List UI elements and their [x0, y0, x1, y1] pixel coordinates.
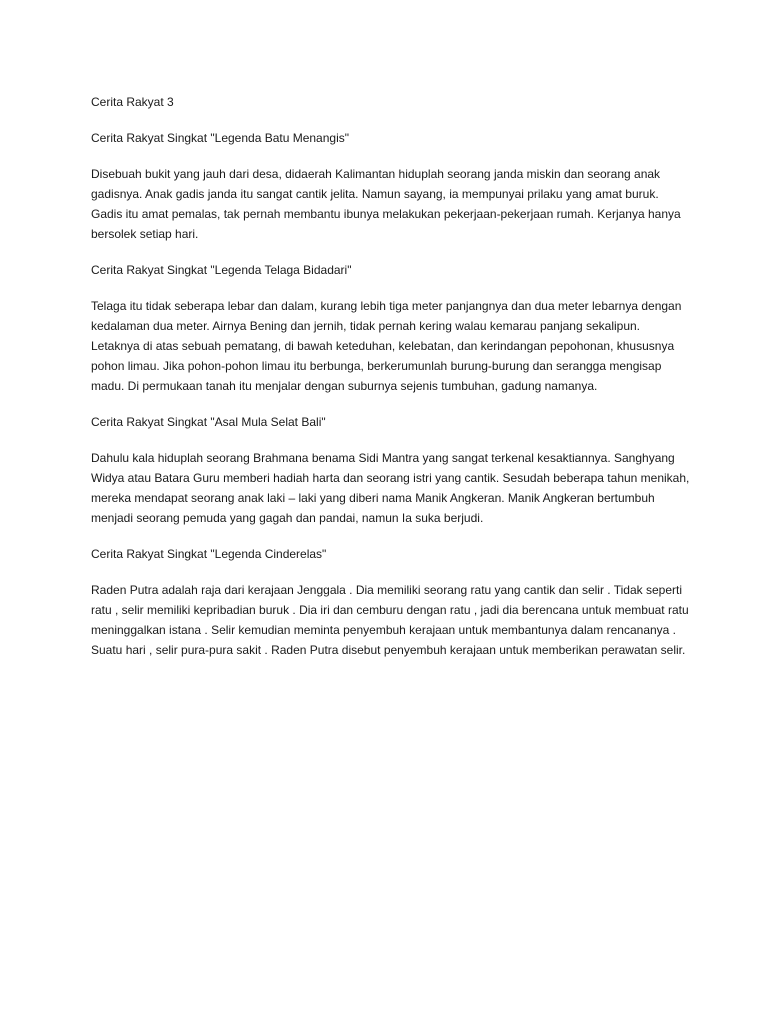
- section-body-selat-bali: Dahulu kala hiduplah seorang Brahmana benama Sidi Mantra yang sangat terkenal kesaktiannya. Sanghyang Widya atau Batara Guru memberi hadiah harta dan seorang istri yang cantik. Sesudah beberapa tahun menikah, mereka mendapat seorang anak laki – laki yang diberi nama Manik Angkeran. Manik Angkeran bertumbuh menjadi seorang pemuda yang gagah dan pandai, namun Ia suka berjudi.: [91, 451, 690, 525]
- document-page: [91, 92, 691, 676]
- section-body-batu-menangis: Disebuah bukit yang jauh dari desa, didaerah Kalimantan hiduplah seorang janda miskin dan seorang anak gadisnya. Anak gadis janda itu sangat cantik jelita. Namun sayang, ia mempunyai prilaku yang amat buruk. Gadis itu amat pemalas, tak pernah membantu ibunya melakukan pekerjaan-pekerjaan rumah. Kerjanya hanya bersolek setiap hari.: [91, 167, 681, 241]
- section-heading-cinderelas: Cerita Rakyat Singkat "Legenda Cinderelas": [91, 547, 327, 561]
- document-title: Cerita Rakyat 3: [91, 95, 174, 109]
- section-heading-batu-menangis: Cerita Rakyat Singkat "Legenda Batu Menangis": [91, 131, 350, 145]
- section-heading-selat-bali: Cerita Rakyat Singkat "Asal Mula Selat Bali": [91, 415, 326, 429]
- section-body-cinderelas: Raden Putra adalah raja dari kerajaan Jenggala . Dia memiliki seorang ratu yang cantik dan selir . Tidak seperti ratu , selir memiliki kepribadian buruk . Dia iri dan cemburu dengan ratu , jadi dia berencana untuk membuat ratu meninggalkan istana . Selir kemudian meminta penyembuh kerajaan untuk membantunya dalam rencananya . Suatu hari , selir pura-pura sakit . Raden Putra disebut penyembuh kerajaan untuk memberikan perawatan selir.: [91, 583, 689, 657]
- section-body-telaga-bidadari: Telaga itu tidak seberapa lebar dan dalam, kurang lebih tiga meter panjangnya dan dua meter lebarnya dengan kedalaman dua meter. Airnya Bening dan jernih, tidak pernah kering walau kemarau panjang sekalipun. Letaknya di atas sebuah pematang, di bawah keteduhan, kelebatan, dan kerindangan pepohonan, khususnya pohon limau. Jika pohon-pohon limau itu berbunga, berkerumunlah burung-burung dan serangga mengisap madu. Di permukaan tanah itu menjalar dengan suburnya sejenis tumbuhan, gadung namanya.: [91, 299, 682, 393]
- section-heading-telaga-bidadari: Cerita Rakyat Singkat "Legenda Telaga Bidadari": [91, 263, 352, 277]
